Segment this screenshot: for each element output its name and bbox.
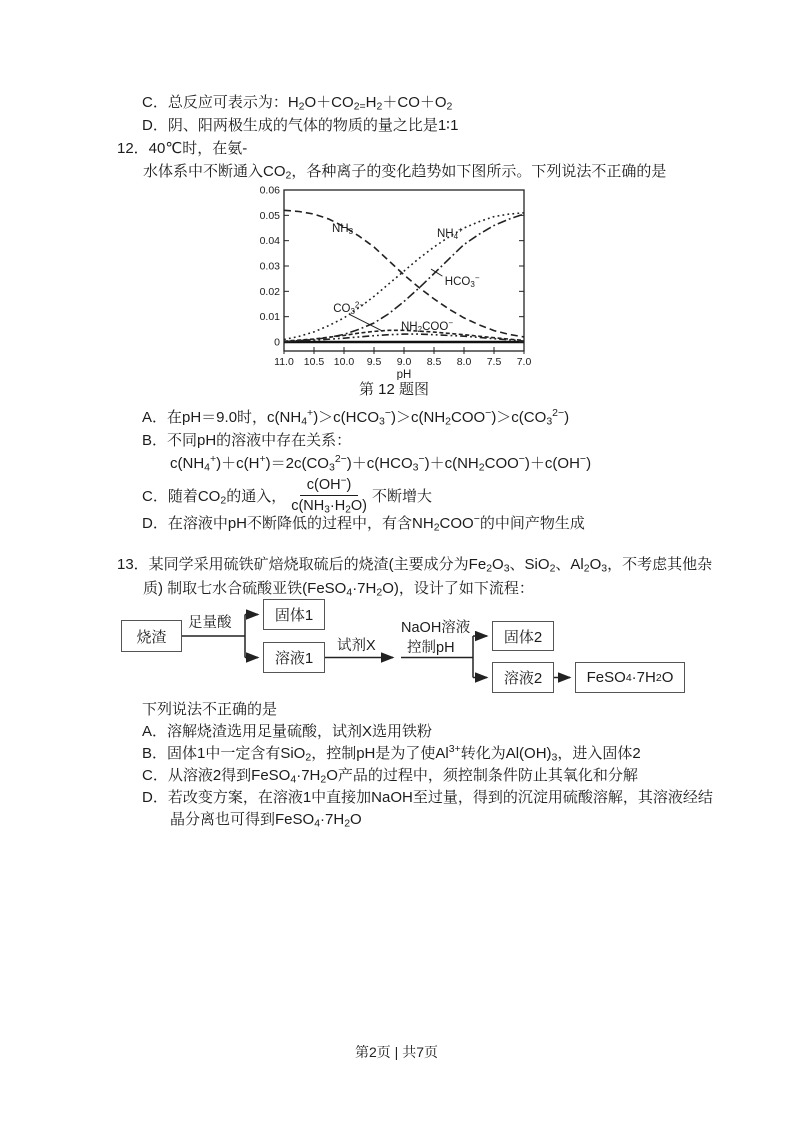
q12-option-c [142, 473, 432, 517]
q13-option-c: C．从溶液2得到$FeSO_4\cdot 7H_2O$产品的过程中，须控制条件防止其氧化和分解 [142, 767, 638, 786]
q12-stem-line2: 水体系中不断通入$CO_2$，各种离子的变化趋势如下图所示。下列说法不正确的是 [143, 163, 667, 182]
chart-label-hco3: $HCO_3^-$ [444, 273, 480, 290]
flow-box-solid2: 固体2 [492, 621, 554, 651]
svg-text:9.0: 9.0 [396, 356, 412, 368]
svg-text:9.5: 9.5 [366, 356, 382, 368]
q13-lead: 下列说法不正确的是 [142, 701, 278, 718]
flow-label-excess-acid: 足量酸 [188, 615, 232, 631]
svg-text:7.0: 7.0 [516, 356, 532, 368]
chart-label-co3: $CO_3^{2-}$ [333, 301, 365, 317]
flow-box-solid1: 固体1 [263, 599, 325, 630]
q13-option-d-line2: 晶分离也可得到$FeSO_4\cdot 7H_2O$ [170, 811, 362, 830]
chart-label-nh4: $NH_4^+$ [437, 225, 463, 241]
svg-text:8.0: 8.0 [456, 356, 472, 368]
svg-text:10.0: 10.0 [333, 356, 355, 368]
svg-text:0.01: 0.01 [259, 311, 280, 324]
flow-label-naoh: NaOH溶液 [401, 620, 471, 636]
svg-text:0.05: 0.05 [259, 209, 280, 222]
q12-stem-line1: 12．40℃时，在氨- [117, 140, 248, 157]
flow-label-reagent-x: 试剂X [337, 638, 376, 654]
q13-stem-line1: 13．某同学采用硫铁矿焙烧取硫后的烧渣(主要成分为$Fe_2O_3$、SiO$_2$、$Al_2O_3$，不考虑其他杂 [117, 556, 713, 575]
q12-option-b: B．不同pH的溶液中存在关系： [142, 432, 352, 449]
q13-option-a: A．溶解烧渣选用足量硫酸，试剂X选用铁粉 [142, 723, 433, 740]
q13-option-d-line1: D．若改变方案，在溶液1中直接加NaOH至过量，得到的沉淀用硫酸溶解，其溶液经结 [142, 789, 713, 806]
q13-option-b: B．固体1中一定含有SiO$_2$，控制pH是为了使$Al^{3+}$转化为$Al(OH)_3$，进入固体2 [142, 743, 641, 764]
svg-text:7.5: 7.5 [486, 356, 502, 368]
flow-label-control-ph: 控制pH [407, 640, 455, 656]
svg-text:pH: pH [396, 369, 412, 380]
flow-box-solution1: 溶液1 [263, 642, 325, 673]
q12-option-c-fraction [291, 474, 367, 516]
chart-label-nh2coo: $NH_2COO^-$ [401, 318, 454, 335]
q11-option-c: C．总反应可表示为：$H_2O+CO_{2=}H_2+CO+O_2$ [142, 94, 453, 113]
chart-caption: 第 12 题图 [358, 381, 430, 398]
svg-text:10.5: 10.5 [303, 356, 325, 368]
q12-option-c-suffix: 不断增大 [371, 487, 432, 505]
svg-text:0.02: 0.02 [259, 285, 280, 298]
flow-box-roasted-slag: 烧渣 [121, 620, 182, 652]
q13-stem-line2: 质) 制取七水合硫酸亚铁$(FeSO_4\cdot 7H_2O)$，设计了如下流程： [143, 580, 534, 599]
q12-option-c-prefix: C．随着$CO_2$的通入， [142, 487, 287, 507]
flow-box-solution2: 溶液2 [492, 662, 554, 693]
page-footer: 第2页 | 共7页 [355, 1044, 438, 1060]
q12-option-a: A．在pH＝9.0时，$c(NH_4^+)>c(HCO_3^-)>c(NH_2COO^-)>c(CO_3^{2-})$ [142, 407, 570, 428]
q12-option-d: D．在溶液中pH不断降低的过程中，有含$NH_2COO^-$的中间产物生成 [142, 513, 585, 534]
q12-chart-svg [248, 184, 540, 380]
q13-flow-diagram [100, 598, 700, 708]
svg-text:0.06: 0.06 [259, 184, 280, 197]
svg-text:8.5: 8.5 [426, 356, 442, 368]
flow-box-product: FeSO 4 ·7H 2 O [575, 662, 685, 693]
svg-text:11.0: 11.0 [274, 356, 294, 368]
chart-label-nh3: $NH_3$ [332, 222, 354, 236]
q12-chart [248, 184, 540, 399]
fraction-numerator: c(OH−) [300, 477, 359, 496]
svg-text:0.04: 0.04 [259, 235, 280, 248]
svg-text:0: 0 [274, 336, 280, 349]
q11-option-d: D．阴、阳两极生成的气体的物质的量之比是1∶1 [142, 117, 459, 134]
fraction-denominator: $c(NH_3\cdot H_2O)$ [291, 497, 367, 516]
svg-text:0.03: 0.03 [259, 260, 280, 273]
q12-option-b-equation: $c(NH_4^+)+c(H^+)=2c(CO_3^{2-})+c(HCO_3^-)+c(NH_2COO^-)+c(OH^-)$ [170, 453, 592, 474]
